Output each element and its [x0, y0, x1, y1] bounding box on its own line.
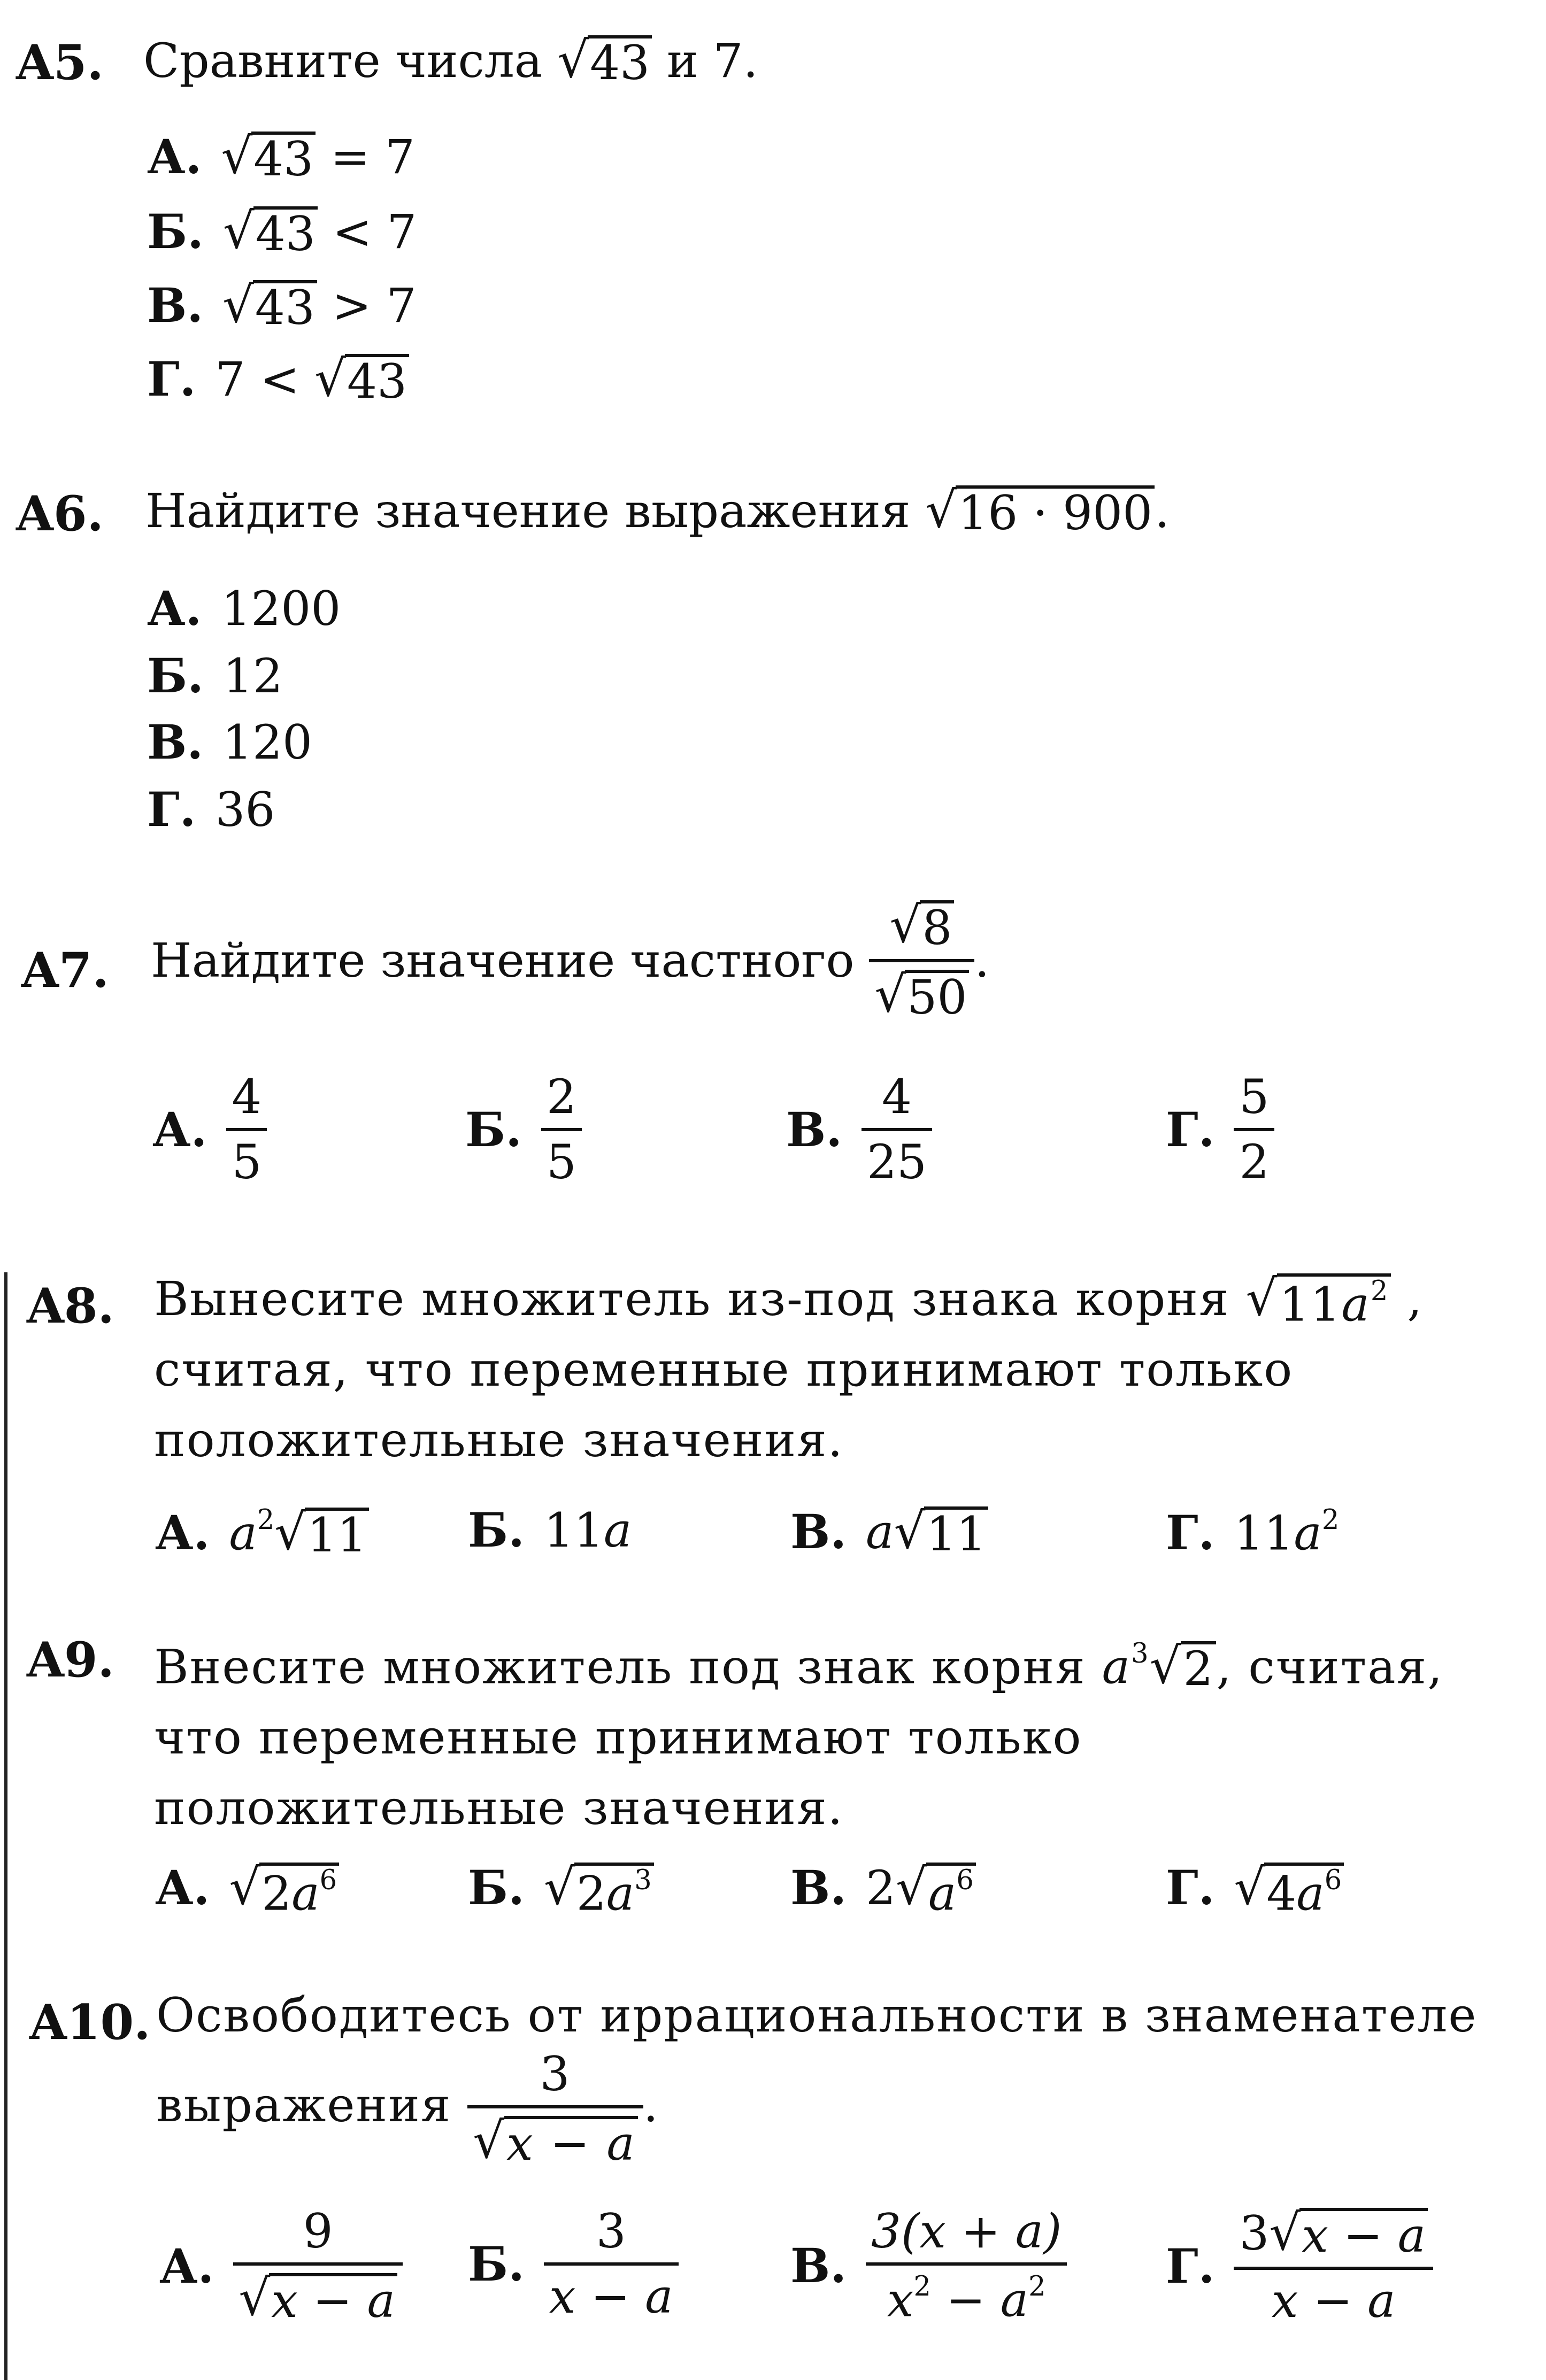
sqrt-symbol: √ 43 [557, 35, 652, 87]
option-a5-d[interactable]: Г. 7 < √ 43 [147, 354, 409, 405]
option-a6-a[interactable]: А. 1200 [147, 581, 341, 636]
fraction-3-over-sqrt: 3 √ x − a [467, 2051, 643, 2167]
option-a8-b[interactable]: Б. 11a [468, 1502, 632, 1558]
option-a6-c[interactable]: В. 120 [147, 714, 312, 770]
page-edge-line [4, 1272, 7, 2380]
option-a10-a[interactable]: А. 9 √ x − a [159, 2208, 403, 2324]
question-number-a6: A6. [16, 485, 104, 542]
question-a10-text: Освободитесь от иррациональности в знаменателе выражения 3 √ x − a . [156, 1988, 1478, 2171]
option-a8-d[interactable]: Г. $11a^2$ [1166, 1504, 1340, 1561]
option-a7-a[interactable]: А. 4 5 [152, 1073, 267, 1186]
question-number-a9: A9. [27, 1632, 114, 1688]
question-number-a5: A5. [16, 34, 104, 91]
option-a10-c[interactable]: В. 3(x + a) $x^2 - a^2$ [790, 2208, 1067, 2323]
option-a7-d[interactable]: Г. 5 2 [1166, 1073, 1274, 1186]
question-number-a8: A8. [27, 1278, 114, 1334]
option-a9-b[interactable]: Б. √ $2a^3$ [468, 1863, 654, 1917]
question-a7-text: Найдите значение частного √ 8 √ 50 . [151, 896, 990, 1025]
question-number-a10: A10. [29, 1994, 151, 2051]
question-a8-text: Вынесите множитель из-под знака корня √ $11a^2$ , считая, что переменные принимают только положительные значения. [154, 1269, 1424, 1467]
option-a5-b[interactable]: Б. √ 43 < 7 [147, 202, 417, 261]
option-a6-b[interactable]: Б. 12 [147, 648, 283, 704]
question-a9-text: Внесите множитель под знак корня $a^3$ √ 2 , считая, что переменные принимают только положительные значения. [154, 1637, 1444, 1836]
option-a9-c[interactable]: В. 2 √ $a^6$ [790, 1863, 976, 1917]
question-a5-text: Сравните числа √ 43 и 7. [143, 31, 758, 90]
fraction-sqrt8-over-sqrt50: √ 8 √ 50 [869, 900, 974, 1021]
option-a9-d[interactable]: Г. √ $4a^6$ [1166, 1863, 1344, 1917]
option-a5-a[interactable]: А. √ 43 = 7 [147, 127, 415, 187]
question-a6-text: Найдите значение выражения √ 16 · 900 . [145, 481, 1170, 540]
option-a10-d[interactable]: Г. 3 √ x − a x − a [1166, 2208, 1433, 2324]
option-a7-c[interactable]: В. 4 25 [786, 1073, 932, 1186]
option-a6-d[interactable]: Г. 36 [147, 782, 275, 837]
option-a8-a[interactable]: А. $a^2$ √ 11 [155, 1506, 369, 1559]
question-number-a7: A7. [21, 942, 109, 999]
option-a10-b[interactable]: Б. 3 x − a [468, 2208, 679, 2320]
option-a7-b[interactable]: Б. 2 5 [465, 1073, 582, 1186]
option-a8-c[interactable]: В. a √ 11 [790, 1506, 988, 1558]
option-a5-c[interactable]: В. √ 43 > 7 [147, 276, 417, 335]
option-a9-a[interactable]: А. √ $2a^6$ [155, 1863, 339, 1917]
